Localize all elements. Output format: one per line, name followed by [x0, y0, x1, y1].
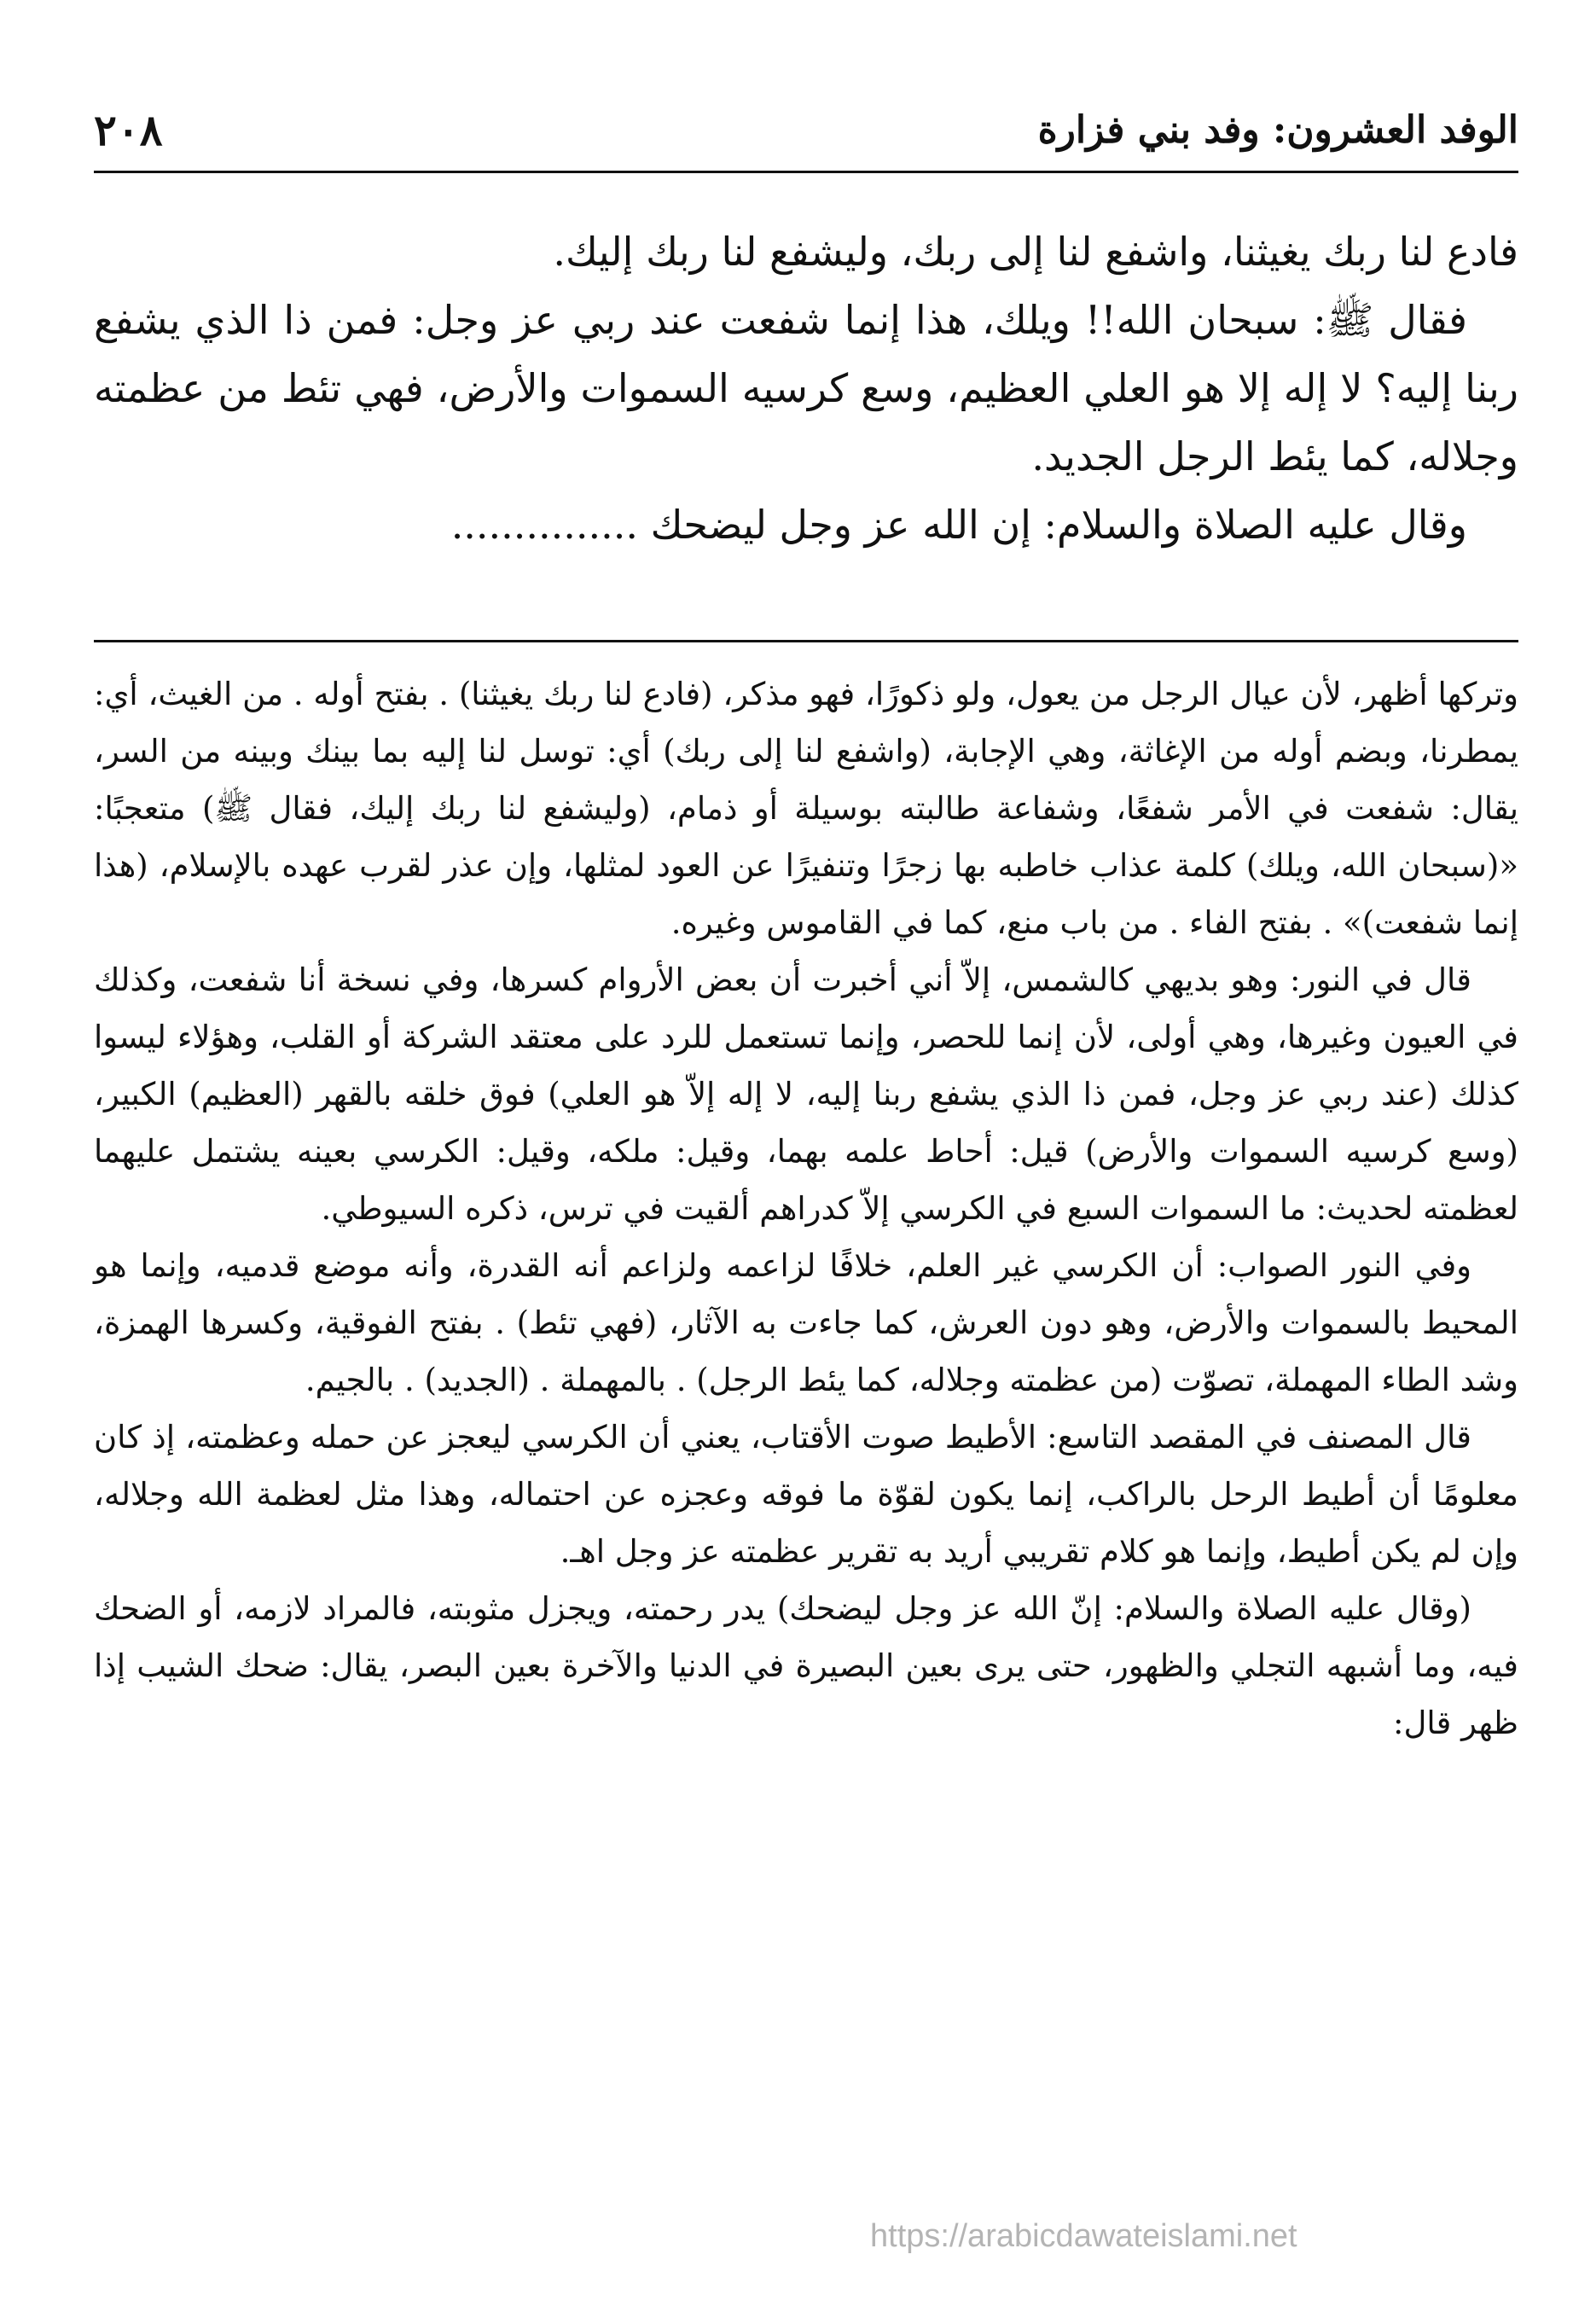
- page-number: ٢٠٨: [94, 105, 163, 155]
- commentary-paragraph: (وقال عليه الصلاة والسلام: إنّ الله عز وجل ليضحك) يدر رحمته، ويجزل مثوبته، فالمراد لازمه، أو الضحك فيه، وما أشبهه التجلي والظهور، حتى يرى بعين البصيرة في الدنيا والآخرة بعين البصر، يقال: ضحك الشيب إذا ظهر قال:: [94, 1590, 1518, 1741]
- chapter-title: الوفد العشرون: وفد بني فزارة: [1037, 108, 1518, 152]
- main-paragraph: فقال ﷺ: سبحان الله!! ويلك، هذا إنما شفعت عند ربي عز وجل: فمن ذا الذي يشفع ربنا إليه؟ لا إله إلا هو العلي العظيم، وسع كرسيه السموات والأرض، فهي تئط من عظمته وجلاله، كما يئط الرجل الجديد.: [94, 297, 1518, 479]
- commentary-paragraph: قال في النور: وهو بديهي كالشمس، إلاّ أني أخبرت أن بعض الأروام كسرها، وفي نسخة أنا شفعت، وكذلك في العيون وغيرها، وهي أولى، لأن إنما للحصر، وإنما تستعمل للرد على معتقد الشركة أو القلب، وهؤلاء ليسوا كذلك (عند ربي عز وجل، فمن ذا الذي يشفع ربنا إليه، لا إله إلاّ هو العلي) فوق خلقه بالقهر (العظيم) الكبير، (وسع كرسيه السموات والأرض) قيل: أحاط علمه بهما، وقيل: ملكه، وقيل: الكرسي بعينه يشتمل عليهما لعظمته لحديث: ما السموات السبع في الكرسي إلاّ كدراهم ألقيت في ترس، ذكره السيوطي.: [94, 962, 1518, 1227]
- running-header: [94, 90, 1518, 173]
- main-paragraph: فادع لنا ربك يغيثنا، واشفع لنا إلى ربك، وليشفع لنا ربك إليك.: [553, 229, 1518, 275]
- commentary-paragraph: وتركها أظهر، لأن عيال الرجل من يعول، ولو ذكورًا، فهو مذكر، (فادع لنا ربك يغيثنا) . بفتح أوله . من الغيث، أي: يمطرنا، وبضم أوله من الإغاثة، وهي الإجابة، (واشفع لنا إلى ربك) أي: توسل لنا إليه بما بينك وبينه من السر، يقال: شفعت في الأمر شفعًا، وشفاعة طالبته بوسيلة أو ذمام، (وليشفع لنا ربك إليك، فقال ﷺ) متعجبًا: «(سبحان الله، ويلك) كلمة عذاب خاطبه بها زجرًا وتنفيرًا عن العود لمثلها، وإن عذر لقرب عهده بالإسلام، (هذا إنما شفعت)» . بفتح الفاء . من باب منع، كما في القاموس وغيره.: [94, 676, 1518, 941]
- footnote-separator: [94, 640, 1518, 642]
- main-text: [94, 218, 1518, 559]
- commentary-paragraph: وفي النور الصواب: أن الكرسي غير العلم، خلافًا لزاعمه ولزاعم أنه القدرة، وأنه موضع قدميه، وإنما هو المحيط بالسموات والأرض، وهو دون العرش، كما جاءت به الآثار، (فهي تئط) . بفتح الفوقية، وكسرها الهمزة، وشد الطاء المهملة، تصوّت (من عظمته وجلاله، كما يئط الرجل) . بالمهملة . (الجديد) . بالجيم.: [94, 1247, 1518, 1398]
- commentary-paragraph: قال المصنف في المقصد التاسع: الأطيط صوت الأقتاب، يعني أن الكرسي ليعجز عن حمله وعظمته، إذ كان معلومًا أن أطيط الرحل بالراكب، إنما يكون لقوّة ما فوقه وعجزه عن احتماله، وهذا مثل لعظمة الله وجلاله، وإن لم يكن أطيط، وإنما هو كلام تقريبي أريد به تقرير عظمته عز وجل اهـ.: [94, 1419, 1518, 1570]
- commentary: [94, 665, 1518, 1752]
- watermark-url: https://arabicdawateislami.net: [870, 2218, 1297, 2254]
- main-paragraph: وقال عليه الصلاة والسلام: إن الله عز وجل ليضحك ...............: [450, 502, 1467, 548]
